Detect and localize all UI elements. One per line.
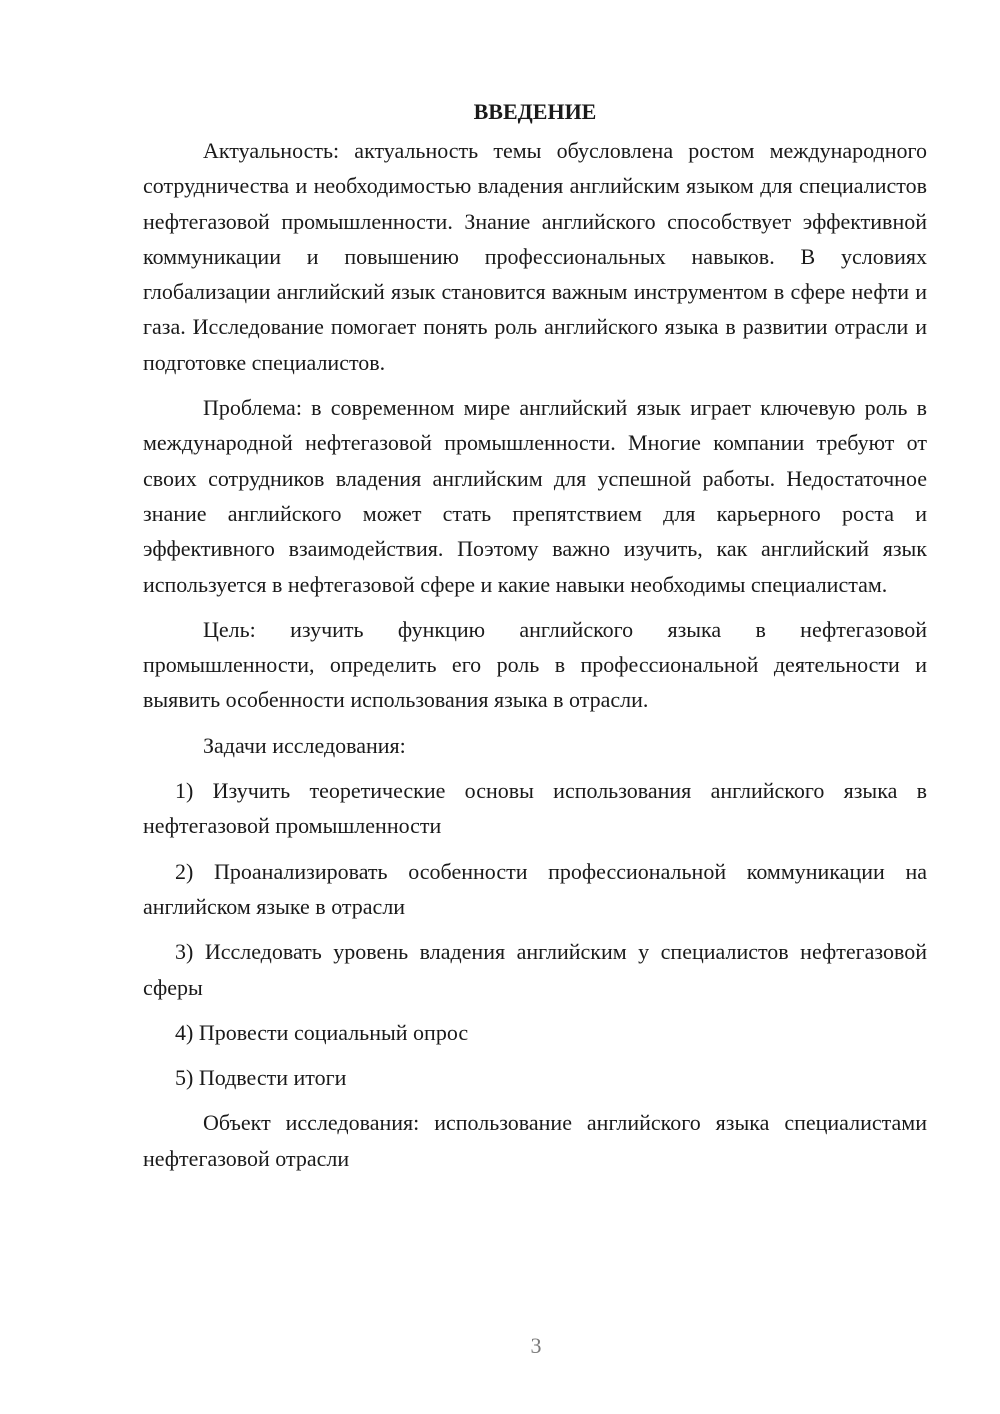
- page-number: 3: [530, 1333, 542, 1358]
- problem-paragraph: Проблема: в современном мире английский язык играет ключевую роль в международной нефтегазовой промышленности. Многие компании требуют от своих сотрудников владения английским для успешной работы. Недостаточное знание английского может стать препятствием для карьерного роста и эффективного взаимодействия. Поэтому важно изучить, как английский язык используется в нефтегазовой сфере и какие навыки необходимы специалистам.: [143, 395, 927, 597]
- task-item-4: 4) Провести социальный опрос: [175, 1019, 469, 1045]
- task-item-3: 3) Исследовать уровень владения английским у специалистов нефтегазовой сферы: [143, 939, 927, 1000]
- page-content: [143, 94, 927, 1176]
- task-item-5: 5) Подвести итоги: [175, 1065, 347, 1091]
- goal-paragraph: Цель: изучить функцию английского языка в нефтегазовой промышленности, определить его роль в профессиональной деятельности и выявить особенности использования языка в отрасли.: [143, 616, 927, 713]
- task-item-1: 1) Изучить теоретические основы использования английского языка в нефтегазовой промышленности: [143, 778, 927, 839]
- tasks-heading: Задачи исследования:: [203, 732, 406, 758]
- object-paragraph: Объект исследования: использование английского языка специалистами нефтегазовой отрасли: [143, 1110, 927, 1171]
- task-item-2: 2) Проанализировать особенности профессиональной коммуникации на английском языке в отрасли: [143, 858, 927, 919]
- section-title: ВВЕДЕНИЕ: [473, 99, 597, 124]
- relevance-paragraph: Актуальность: актуальность темы обусловлена ростом международного сотрудничества и необходимостью владения английским языком для специалистов нефтегазовой промышленности. Знание английского способствует эффективной коммуникации и повышению профессиональных навыков. В условиях глобализации английский язык становится важным инструментом в сфере нефти и газа. Исследование помогает понять роль английского языка в развитии отрасли и подготовке специалистов.: [143, 138, 927, 375]
